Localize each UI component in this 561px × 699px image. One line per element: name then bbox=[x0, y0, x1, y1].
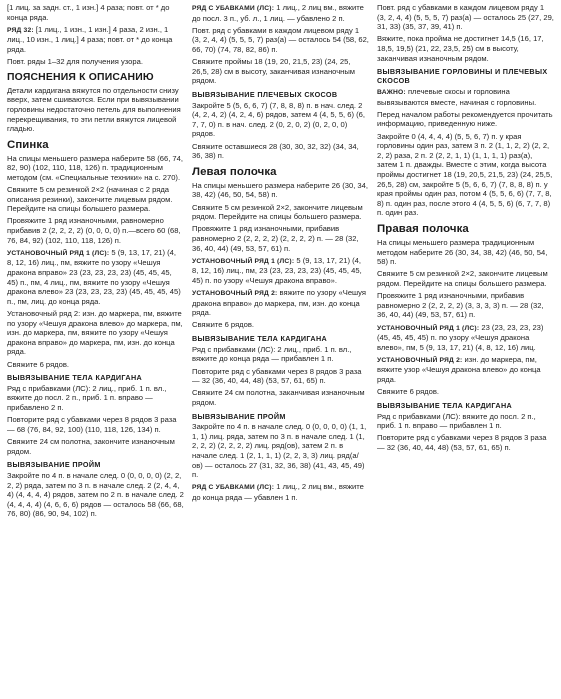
paragraph bbox=[192, 482, 369, 502]
paragraph bbox=[7, 86, 184, 134]
text-column-3 bbox=[377, 3, 554, 699]
paragraph bbox=[377, 110, 554, 129]
paragraph bbox=[7, 415, 184, 434]
paragraph bbox=[192, 422, 369, 480]
paragraph bbox=[7, 154, 184, 183]
section-heading: Правая полочка bbox=[377, 222, 469, 235]
paragraph-text: Повт. ряд с убавками в каждом лицевом ряду 1 (3, 2, 4, 4) (5, 5, 5, 7) раз(а) — осталось 25 (27, 29, 31, 33) (35, 37, 39, 41) п. bbox=[377, 3, 554, 32]
paragraph bbox=[7, 57, 184, 67]
paragraph bbox=[192, 345, 369, 364]
paragraph bbox=[192, 320, 369, 330]
paragraph-text: Закройте по 4 п. в начале след. 0 (0, 0, 0, 0) (2, 2, 2, 2) ряда, затем по 3 п. в начале след. 2 (2, 4, 4, 4) (4, 4, 4, 4) рядов, затем по 2 п. в начале след. 2 (4, 4, 4, 4) (4, 6, 6, 6) рядов — осталось 58 (66, 68, 76, 80) (86, 90, 94, 102) п. bbox=[7, 470, 184, 519]
paragraph-text: Свяжите 5 см резинкой 2×2, закончите лицевым рядом. Перейдите на спицы большего размера. bbox=[377, 269, 548, 288]
paragraph-text: Свяжите 24 см полотна, закончите изнаночным рядом. bbox=[7, 437, 175, 456]
paragraph bbox=[7, 309, 184, 357]
text-column-1 bbox=[7, 3, 184, 699]
row-label: УСТАНОВОЧНЫЙ РЯД 1 (ЛС): bbox=[192, 257, 295, 265]
subsection-heading: ПОЯСНЕНИЯ К ОПИСАНИЮ bbox=[7, 71, 154, 83]
paragraph bbox=[7, 216, 184, 245]
paragraph bbox=[192, 288, 369, 318]
paragraph-text: Ряд с прибавками (ЛС): вяжите до посл. 2 п., приб. 1 п. вправо — прибавлен 1 п. bbox=[377, 411, 536, 431]
paragraph-text: Повторите ряд с убавками через 8 рядов 3 раза — 32 (36, 40, 44, 48) (53, 57, 61, 65) п. bbox=[377, 433, 547, 452]
paragraph bbox=[7, 384, 184, 413]
paragraph bbox=[377, 291, 554, 320]
paragraph-text: 5 (9, 13, 17, 21) (4, 8, 12, 16) лиц., пм, вяжите по узору «Чешуя дракона вправо» 23 (23, 23, 23, 23) (45, 45, 45, 45) п., пм, 4 лиц., пм, вяжите по узору «Чешуя дракона влево» 23 (23, 23, 23, 23) (45, 45, 45, 45) п., пм, лиц. до конца ряда. bbox=[7, 247, 181, 306]
paragraph-text: [1 лиц. за задн. ст., 1 изн.] 4 раза; повт. от * до конца ряда. bbox=[7, 3, 170, 22]
section-heading: Спинка bbox=[7, 138, 49, 151]
paragraph bbox=[192, 101, 369, 139]
paragraph-text: Свяжите 5 см резинкой 2×2 (начиная с 2 ряда описания резинки), закончите лицевым рядом. Перейдите на спицы большего размера. bbox=[7, 185, 173, 214]
paragraph-text: Свяжите 6 рядов. bbox=[192, 320, 254, 330]
paragraph-text: Свяжите 6 рядов. bbox=[7, 359, 69, 369]
subsection-heading: ВЫВЯЗЫВАНИЕ ПЛЕЧЕВЫХ СКОСОВ bbox=[192, 89, 338, 99]
paragraph bbox=[192, 142, 369, 161]
paragraph-text: 5 (9, 13, 17, 21) (4, 8, 12, 16) лиц., пм, 23 (23, 23, 23, 23) (45, 45, 45, 45) п. по узору «Чешуя дракона вправо». bbox=[192, 255, 362, 285]
row-label: РЯД С УБАВКАМИ (ЛС): bbox=[192, 484, 275, 492]
paragraph bbox=[7, 25, 184, 55]
paragraph-text: 23 (23, 23, 23, 23) (45, 45, 45, 45) п. по узору «Чешуя дракона влево», пм, 5 (9, 13, 17, 21) (4, 8, 12, 16) лиц. bbox=[377, 322, 544, 352]
paragraph-text: Повт. ряды 1–32 для получения узора. bbox=[7, 57, 143, 67]
paragraph bbox=[192, 3, 369, 23]
paragraph bbox=[377, 34, 554, 63]
row-label: УСТАНОВОЧНЫЙ РЯД 2: bbox=[377, 356, 463, 364]
paragraph-text: Провяжите 1 ряд изнаночными, прибавив равномерно 2 (2, 2, 2, 2) (2, 2, 2, 2) п. — 28 (32, 36, 40, 44) (49, 53, 57, 61) п. bbox=[192, 224, 359, 253]
paragraph-text: Детали кардигана вяжутся по отдельности снизу вверх, затем сшиваются. Если при вывязывании горловины недостаточно петель для выполнения перекрещивания, то эти петли вяжутся лицевой гладью. bbox=[7, 85, 181, 134]
paragraph bbox=[7, 185, 184, 214]
paragraph bbox=[7, 360, 184, 370]
paragraph-text: плечевые скосы и горловина вывязываются вместе, начиная с горловины. bbox=[377, 87, 537, 107]
paragraph-text: Свяжите 24 см полотна, заканчивая изнаночным рядом. bbox=[192, 388, 365, 407]
text-column-2 bbox=[192, 3, 369, 699]
row-label: РЯД С УБАВКАМИ (ЛС): bbox=[192, 5, 275, 12]
paragraph-text: изн. до маркера, пм, вяжите узор «Чешуя дракона влево» до конца ряда. bbox=[377, 354, 541, 385]
paragraph-text: Ряд с прибавками (ЛС): 2 лиц., приб. 1 п. вл., вяжите до посл. 2 п., приб. 1 п. вправо — прибавлено 2 п. bbox=[7, 383, 167, 413]
paragraph-text: Повторите ряд с убавками через 8 рядов 3 раза — 68 (76, 84, 92, 100) (110, 118, 126, 134) п. bbox=[7, 415, 177, 434]
paragraph bbox=[7, 3, 184, 22]
row-label: ВАЖНО: bbox=[377, 89, 406, 97]
paragraph-text: 1 лиц., 2 лиц вм., вяжите до конца ряда — убавлен 1 п. bbox=[192, 482, 364, 502]
paragraph-text: Провяжите 1 ряд изнаночными, равномерно прибавив 2 (2, 2, 2, 2) (0, 0, 0, 0) п.—всего 60 (68, 76, 84, 92) (102, 110, 118, 126) п. bbox=[7, 216, 181, 245]
paragraph-text: Повторите ряд с убавками через 8 рядов 3 раза — 32 (36, 40, 44, 48) (53, 57, 61, 65) п. bbox=[192, 366, 362, 386]
paragraph-text: Свяжите проймы 18 (19, 20, 21,5, 23) (24, 25, 26,5, 28) см в высоту, заканчивая изнаночным рядом. bbox=[192, 57, 356, 86]
subsection-heading: ВЫВЯЗЫВАНИЕ ГОРЛОВИНЫ И ПЛЕЧЕВЫХ СКОСОВ bbox=[377, 67, 548, 86]
paragraph bbox=[192, 388, 369, 407]
subsection-heading: ВЫВЯЗЫВАНИЕ ТЕЛА КАРДИГАНА bbox=[377, 400, 513, 410]
subsection-heading: ВЫВЯЗЫВАНИЕ ПРОЙМ bbox=[192, 411, 286, 421]
subsection-heading: ВЫВЯЗЫВАНИЕ ТЕЛА КАРДИГАНА bbox=[192, 334, 328, 344]
paragraph-text: [1 лиц., 1 изн., 1 изн.] 4 раза, 2 изн., 1 лиц., 10 изн., 1 лиц.] 4 раза; повт. от * до конца ряда. bbox=[7, 24, 173, 54]
paragraph-text: Закройте 5 (5, 6, 6, 7) (7, 8, 8, 8) п. в нач. след. 2 (4, 2, 4, 2) (4, 2, 4, 6) рядов, затем 4 (4, 5, 5, 6) (6, 7, 7, 0) п. в нач. след. 2 (0, 2, 0, 2) (0, 2, 0, 0) рядов. bbox=[192, 100, 365, 139]
paragraph-text: 1 лиц., 2 лиц вм., вяжите до посл. 3 п., уб. л., 1 лиц. — убавлено 2 п. bbox=[192, 3, 364, 23]
paragraph bbox=[377, 433, 554, 452]
paragraph-text: вяжите по узору «Чешуя дракона вправо» до маркера, пм, изн. до конца ряда. bbox=[192, 288, 366, 318]
paragraph bbox=[377, 355, 554, 385]
paragraph bbox=[7, 471, 184, 519]
paragraph-text: Провяжите 1 ряд изнаночными, прибавив равномерно 2 (2, 2, 2, 2) (3, 3, 3, 3) п. — 28 (32, 36, 40, 44) (49, 53, 57, 61) п. bbox=[377, 291, 544, 320]
subsection-heading: ВЫВЯЗЫВАНИЕ ПРОЙМ bbox=[7, 460, 101, 470]
paragraph bbox=[192, 367, 369, 386]
subsection-heading: ВЫВЯЗЫВАНИЕ ТЕЛА КАРДИГАНА bbox=[7, 373, 143, 383]
row-label: РЯД 32: bbox=[7, 26, 34, 34]
paragraph-text: Перед началом работы рекомендуется прочитать информацию, приведенную ниже. bbox=[377, 109, 553, 129]
section-heading: Левая полочка bbox=[192, 165, 277, 178]
paragraph-text: Установочный ряд 2: изн. до маркера, пм, вяжите по узору «Чешуя дракона влево» до маркера, пм, изн. до маркера, пм, вяжите по узору «Чешуя дракона вправо» до маркера, пм, изн. до конца ряда. bbox=[7, 309, 183, 357]
paragraph bbox=[377, 323, 554, 353]
paragraph bbox=[7, 248, 184, 307]
paragraph bbox=[192, 26, 369, 55]
paragraph-text: Закройте 0 (4, 4, 4, 4) (5, 5, 6, 7) п. у края горловины один раз, затем 3 п. 2 (1, 1, 2, 2) (2, 2, 2, 2) раза, 2 п. 2 (2, 2, 1, 1) (1, 1, 1, 1) раз(а), затем 1 п. дважды. Вместе с этим, когда высота проймы достигнет 18 (19, 20,5, 21,5, 23) (24, 25,5, 26,5, 28) см, закройте 5 (5, 6, 6, 7) (7, 8, 8, 8) п. у края проймы один раз, потом 4 (5, 5, 6, 6) (7, 7, 8, 8) п. один раз, после этого 4 (4, 5, 5, 6) (6, 7, 7, 8) п. один раз. bbox=[377, 131, 553, 218]
paragraph-text: Ряд с прибавками (ЛС): 2 лиц., приб. 1 п. вл., вяжите до конца ряда — прибавлен 1 п. bbox=[192, 344, 352, 364]
row-label: УСТАНОВОЧНЫЙ РЯД 2: bbox=[192, 290, 278, 298]
paragraph-text: Свяжите 6 рядов. bbox=[377, 387, 439, 397]
paragraph bbox=[192, 181, 369, 200]
paragraph-text: Свяжите 5 см резинкой 2×2, закончите лицевым рядом. Перейдите на спицы большего размера. bbox=[192, 202, 363, 222]
paragraph-text: Повт. ряд с убавками в каждом лицевом ряду 1 (3, 2, 4, 4) (5, 5, 5, 7) раз(а) — осталось 54 (58, 62, 66, 70) (74, 78, 82, 86) п. bbox=[192, 25, 369, 54]
paragraph bbox=[377, 3, 554, 32]
paragraph bbox=[377, 87, 554, 107]
paragraph bbox=[377, 412, 554, 431]
row-label: УСТАНОВОЧНЫЙ РЯД 1 (ЛС): bbox=[377, 324, 480, 332]
paragraph-text: Закройте по 4 п. в начале след. 0 (0, 0, 0, 0) (1, 1, 1, 1) лиц. ряда, затем по 3 п. в начале след. 1 (1, 2, 2, 2) (2, 2, 2, 2) лиц. ряд(ов), затем 2 п. в начале след. 1 (2, 1, 1, 1) (2, 2, 3, 3) лиц. ряд(а/ов) — осталось 27 (31, 32, 36, 38) (41, 43, 45, 49) п. bbox=[192, 422, 367, 480]
paragraph bbox=[377, 269, 554, 288]
paragraph-text: Свяжите оставшиеся 28 (30, 30, 32, 32) (34, 34, 36, 38) п. bbox=[192, 141, 359, 161]
paragraph bbox=[192, 57, 369, 86]
paragraph-text: На спицы меньшего размера традиционным методом наберите 26 (30, 34, 38, 42) (46, 50, 54, 58) п. bbox=[377, 237, 548, 267]
paragraph-text: На спицы меньшего размера наберите 58 (66, 74, 82, 90) (102, 110, 118, 126) п. традиционным методом (см. «Специальные техники» на с. 270). bbox=[7, 153, 183, 182]
paragraph bbox=[192, 203, 369, 222]
paragraph bbox=[377, 238, 554, 267]
paragraph bbox=[377, 387, 554, 397]
row-label: УСТАНОВОЧНЫЙ РЯД 1 (ЛС): bbox=[7, 249, 110, 257]
paragraph bbox=[7, 437, 184, 456]
paragraph-text: На спицы меньшего размера наберите 26 (30, 34, 38, 42) (46, 50, 54, 58) п. bbox=[192, 180, 368, 200]
paragraph-text: Вяжите, пока пройма не достигнет 14,5 (16, 17, 18,5, 19,5) (21, 22, 23,5, 25) см в высоту, заканчивая изнаночным рядом. bbox=[377, 34, 544, 63]
paragraph bbox=[192, 224, 369, 253]
paragraph bbox=[192, 256, 369, 286]
paragraph bbox=[377, 132, 554, 218]
